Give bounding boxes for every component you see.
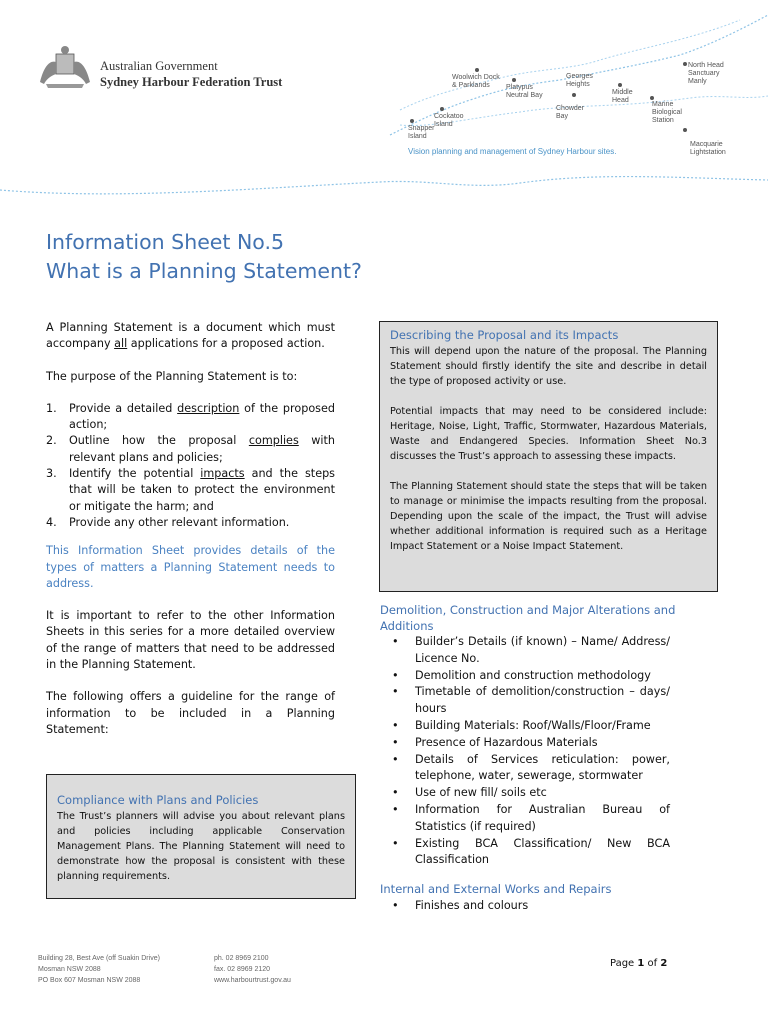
- list-item: [390, 735, 670, 752]
- list-item: [390, 668, 670, 685]
- text-run: Provide a detailed: [69, 401, 178, 415]
- text-run: with relevant plans and policies;: [69, 434, 335, 464]
- list-item: [46, 433, 335, 466]
- purpose-list: [46, 401, 335, 531]
- list-item: [390, 898, 670, 915]
- title-line-2: What is a Planning Statement?: [46, 259, 362, 283]
- title-line-1: Information Sheet No.5: [46, 230, 285, 254]
- text-run: A Planning Statement is a document which must accompany: [46, 321, 335, 351]
- text-run: of: [644, 958, 661, 969]
- list-item-text: Building Materials: Roof/Walls/Floor/Frame: [415, 718, 651, 732]
- underlined-text: all: [114, 337, 128, 351]
- bullet-icon: •: [392, 718, 399, 732]
- footer-contact: [214, 953, 291, 986]
- demolition-list: [390, 634, 670, 869]
- bullet-icon: •: [392, 752, 399, 766]
- page-header: [0, 0, 768, 205]
- map-marker-icon: [410, 119, 414, 123]
- describing-para-2: Potential impacts that may need to be considered include: Heritage, Noise, Light, Traffic, Stormwater, Hazardous Materials, Waste and Endangered Species. Information Sheet No.3 discusses the Trust’s approach to assessing these impacts.: [390, 406, 707, 462]
- bullet-icon: •: [392, 685, 399, 699]
- map-marker-icon: [618, 83, 622, 87]
- header-tagline: Vision planning and management of Sydney Harbour sites.: [408, 147, 617, 156]
- compliance-box: [46, 774, 356, 899]
- describing-proposal-box: [379, 321, 718, 592]
- text-run: Provide any other relevant information.: [69, 515, 290, 529]
- underlined-text: impacts: [200, 467, 245, 481]
- list-number: 4.: [46, 515, 57, 529]
- bullet-icon: •: [392, 635, 399, 648]
- bullet-icon: •: [392, 668, 399, 682]
- map-label: Marine Biological Station: [652, 101, 682, 124]
- list-item-text: Timetable of demolition/construction – days/ hours: [415, 685, 670, 716]
- list-item-text: Information for Australian Bureau of Statistics (if required): [415, 802, 670, 833]
- list-item-text: Presence of Hazardous Materials: [415, 735, 598, 749]
- map-marker-icon: [475, 68, 479, 72]
- underlined-text: description: [177, 401, 240, 415]
- map-marker-icon: [683, 62, 687, 66]
- describing-para-1: This will depend upon the nature of the proposal. The Planning Statement should firstly identify the site and describe in detail the type of proposed activity or use.: [390, 346, 707, 387]
- list-item-text: Finishes and colours: [415, 899, 529, 912]
- left-column: [46, 320, 335, 738]
- list-item: [390, 684, 670, 718]
- underlined-text: complies: [248, 434, 299, 448]
- footer-line: Mosman NSW 2088: [38, 966, 101, 973]
- list-item-text: Builder’s Details (if known) – Name/ Address/ Licence No.: [415, 635, 670, 665]
- list-item-text: Use of new fill/ soils etc: [415, 786, 547, 800]
- list-item: [390, 718, 670, 735]
- map-label: Chowder Bay: [556, 105, 585, 120]
- map-marker-icon: [650, 96, 654, 100]
- gov-line-1: Australian Government: [100, 59, 218, 73]
- page-title: [46, 228, 362, 286]
- map-label: Woolwich Dock & Parklands: [452, 74, 500, 89]
- map-marker-icon: [440, 107, 444, 111]
- describing-heading: Describing the Proposal and its Impacts: [390, 328, 619, 342]
- footer-line: fax. 02 8969 2120: [214, 966, 271, 973]
- footer-line: www.harbourtrust.gov.au: [214, 977, 291, 984]
- bullet-icon: •: [392, 735, 399, 749]
- list-item: [390, 836, 670, 870]
- intro-paragraph: [46, 320, 335, 353]
- describing-para-3: The Planning Statement should state the steps that will be taken to manage or minimise the impacts resulting from the proposal. Depending upon the scale of the impact, the Trust will advise whether additional information is required such as a Heritage Impact Statement or a Noise Impact Statement.: [390, 481, 707, 552]
- footer-line: ph. 02 8969 2100: [214, 955, 269, 962]
- current-page: 1: [637, 958, 645, 969]
- map-label: Platypus Neutral Bay: [506, 84, 543, 99]
- text-run: of the proposed action;: [69, 401, 335, 432]
- map-label: Georges Heights: [566, 73, 593, 88]
- footer-line: PO Box 607 Mosman NSW 2088: [38, 977, 141, 984]
- list-item: [46, 401, 335, 434]
- bullet-icon: •: [392, 899, 399, 912]
- list-item: [390, 634, 670, 668]
- text-run: Page: [610, 958, 638, 969]
- map-label: North Head Sanctuary Manly: [688, 62, 724, 85]
- gov-line-2: Sydney Harbour Federation Trust: [100, 75, 283, 89]
- footer-line: Building 28, Best Ave (off Suakin Drive): [38, 955, 160, 962]
- info-sheet-summary: This Information Sheet provides details of the types of matters a Planning Statement needs to address.: [46, 544, 335, 590]
- page-number: [610, 958, 667, 969]
- purpose-paragraph: The purpose of the Planning Statement is to:: [46, 369, 298, 383]
- list-item: [390, 752, 670, 786]
- guideline-paragraph: The following offers a guideline for the range of information to be included in a Planning Statement:: [46, 690, 335, 736]
- list-item-text: Demolition and construction methodology: [415, 668, 651, 682]
- text-run: Identify the potential: [69, 467, 201, 481]
- map-label: Middle Head: [612, 89, 633, 104]
- list-item: [46, 515, 335, 531]
- works-list: [390, 898, 670, 915]
- map-marker-icon: [683, 128, 687, 132]
- map-marker-icon: [572, 93, 576, 97]
- text-run: Outline how the proposal: [69, 434, 249, 448]
- bullet-icon: •: [392, 786, 399, 800]
- compliance-heading: Compliance with Plans and Policies: [57, 793, 259, 807]
- list-number: 3.: [46, 467, 57, 481]
- list-item-text: Existing BCA Classification/ New BCA Classification: [415, 836, 670, 867]
- text-run: applications for a proposed action.: [127, 337, 325, 351]
- demolition-heading: Demolition, Construction and Major Alterations and Additions: [380, 603, 676, 633]
- government-logo-text: [100, 58, 282, 90]
- footer-address: [38, 953, 160, 986]
- map-marker-icon: [512, 78, 516, 82]
- works-heading: Internal and External Works and Repairs: [380, 882, 612, 896]
- compliance-text: The Trust’s planners will advise you about relevant plans and policies including applicable Conservation Management Plans. The Planning Statement will need to demonstrate how the proposal is consistent with these planning requirements.: [57, 811, 345, 882]
- map-label: Macquarie Lightstation: [690, 141, 726, 156]
- bullet-icon: •: [392, 836, 399, 850]
- text-run: and the steps that will be taken to protect the environment or mitigate the harm; and: [69, 467, 336, 513]
- bullet-icon: •: [392, 802, 399, 816]
- list-number: 1.: [46, 401, 57, 415]
- list-item-text: Details of Services reticulation: power, telephone, water, sewerage, stormwater: [415, 752, 670, 783]
- list-item: [46, 466, 335, 515]
- map-label: Snapper Island: [408, 125, 435, 140]
- list-item: [390, 802, 670, 836]
- list-number: 2.: [46, 434, 57, 448]
- coat-of-arms-icon: [36, 44, 94, 90]
- map-label: Cockatoo Island: [434, 113, 464, 128]
- total-pages: 2: [660, 958, 668, 969]
- list-item: [390, 785, 670, 802]
- refer-paragraph: It is important to refer to the other Information Sheets in this series for a more detailed overview of the range of matters that need to be addressed in the Planning Statement.: [46, 609, 335, 672]
